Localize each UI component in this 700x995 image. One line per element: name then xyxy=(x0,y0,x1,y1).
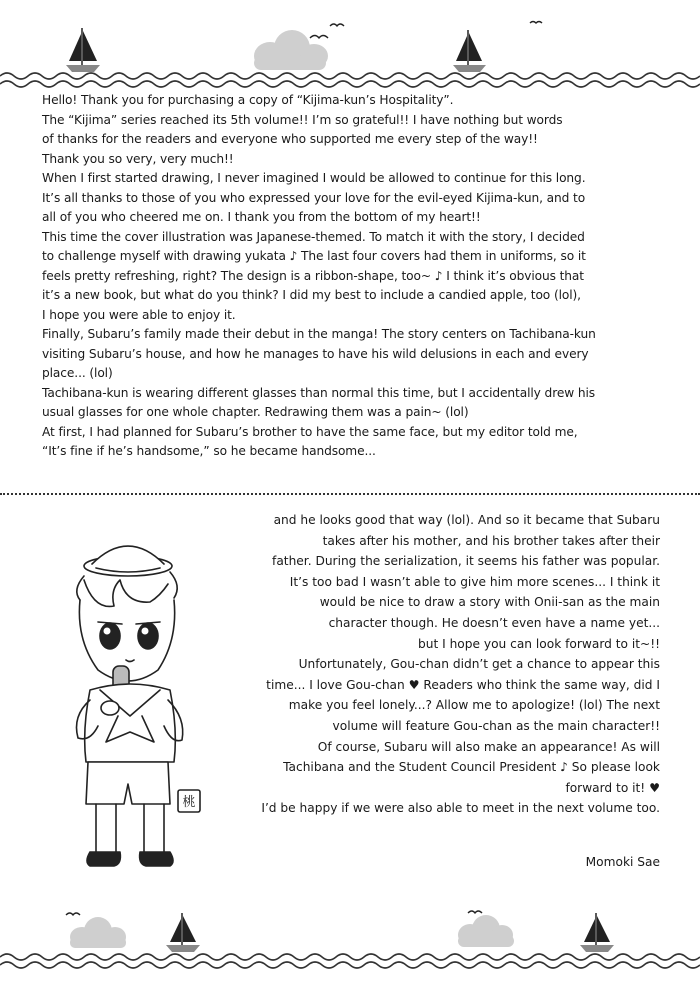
sailboat-icon xyxy=(580,913,614,952)
dotted-divider xyxy=(0,493,700,495)
letter-line: I hope you were able to enjoy it. xyxy=(42,307,236,322)
seagull-icon xyxy=(66,911,482,915)
sailboat-icon xyxy=(66,28,100,72)
letter-line: Tachibana-kun is wearing different glasses than normal this time, but I accidentally drew his xyxy=(42,385,596,400)
bottom-decoration xyxy=(0,905,700,975)
letter-line: place... (lol) xyxy=(42,366,113,380)
letter-line: It’s all thanks to those of you who expressed your love for the evil-eyed Kijima-kun, and to xyxy=(42,190,586,205)
letter-line: Tachibana and the Student Council President ♪ So please look xyxy=(283,760,660,775)
letter-line: character though. He doesn’t even have a name yet... xyxy=(328,615,660,630)
seagull-icon xyxy=(310,22,542,39)
letter-line: When I first started drawing, I never imagined I would be allowed to continue for this long. xyxy=(42,171,586,185)
letter-line: The “Kijima” series reached its 5th volume!! I’m so grateful!! I have nothing but words xyxy=(42,112,563,127)
top-decoration xyxy=(0,18,700,88)
letter-line: time... I love Gou-chan ♥ Readers who think the same way, did I xyxy=(266,677,660,692)
letter-line: forward to it! ♥ xyxy=(565,780,660,795)
chibi-sailor-character-illustration xyxy=(40,540,215,890)
letter-line: all of you who cheered me on. I thank you from the bottom of my heart!! xyxy=(42,210,481,224)
letter-line: of thanks for the readers and everyone who supported me every step of the way!! xyxy=(42,132,538,146)
letter-line: and he looks good that way (lol). And so it became that Subaru xyxy=(273,513,660,527)
letter-line: usual glasses for one whole chapter. Redrawing them was a pain~ (lol) xyxy=(42,405,469,419)
letter-line: to challenge myself with drawing yukata ♪ The last four covers had them in uniforms, so it xyxy=(42,249,586,263)
letter-line: This time the cover illustration was Japanese-themed. To match it with the story, I decided xyxy=(42,229,585,244)
letter-upper-section xyxy=(42,91,662,462)
letter-line: make you feel lonely...? Allow me to apologize! (lol) The next xyxy=(288,698,660,713)
letter-line: At first, I had planned for Subaru’s brother to have the same face, but my editor told me, xyxy=(42,424,578,439)
letter-line: Of course, Subaru will also make an appearance! As will xyxy=(317,739,660,754)
letter-line: but I hope you can look forward to it~!! xyxy=(418,636,660,651)
letter-line: takes after his mother, and his brother takes after their xyxy=(322,533,660,548)
sailboat-icon xyxy=(166,913,200,952)
letter-line: father. During the serialization, it seems his father was popular. xyxy=(272,554,660,569)
artist-seal-stamp: 桃 xyxy=(182,795,196,810)
letter-line: volume will feature Gou-chan as the main character!! xyxy=(332,718,660,733)
letter-line: it’s a new book, but what do you think? I did my best to include a candied apple, too (lol), xyxy=(42,288,581,302)
letter-line: Finally, Subaru’s family made their debut in the manga! The story centers on Tachibana-kun xyxy=(42,327,596,341)
letter-line: “It’s fine if he’s handsome,” so he became handsome... xyxy=(42,444,376,458)
letter-line: It’s too bad I wasn’t able to give him more scenes... I think it xyxy=(289,574,660,589)
letter-line: visiting Subaru’s house, and how he manages to have his wild delusions in each and every xyxy=(42,346,589,361)
author-signature: Momoki Sae xyxy=(585,855,660,869)
letter-line: feels pretty refreshing, right? The design is a ribbon-shape, too~ ♪ I think it’s obvious that xyxy=(42,268,584,283)
sailboat-icon xyxy=(453,30,486,72)
letter-line: Hello! Thank you for purchasing a copy of “Kijima-kun’s Hospitality”. xyxy=(42,93,454,107)
wave-border xyxy=(0,73,700,87)
letter-line: Unfortunately, Gou-chan didn’t get a chance to appear this xyxy=(298,657,660,672)
letter-line: would be nice to draw a story with Onii-san as the main xyxy=(319,595,660,610)
letter-line: Thank you so very, very much!! xyxy=(42,151,234,166)
letter-lower-section xyxy=(220,510,660,819)
cloud-icon xyxy=(70,915,514,948)
letter-line: I’d be happy if we were also able to meet in the next volume too. xyxy=(261,801,660,816)
wave-border xyxy=(0,954,700,968)
